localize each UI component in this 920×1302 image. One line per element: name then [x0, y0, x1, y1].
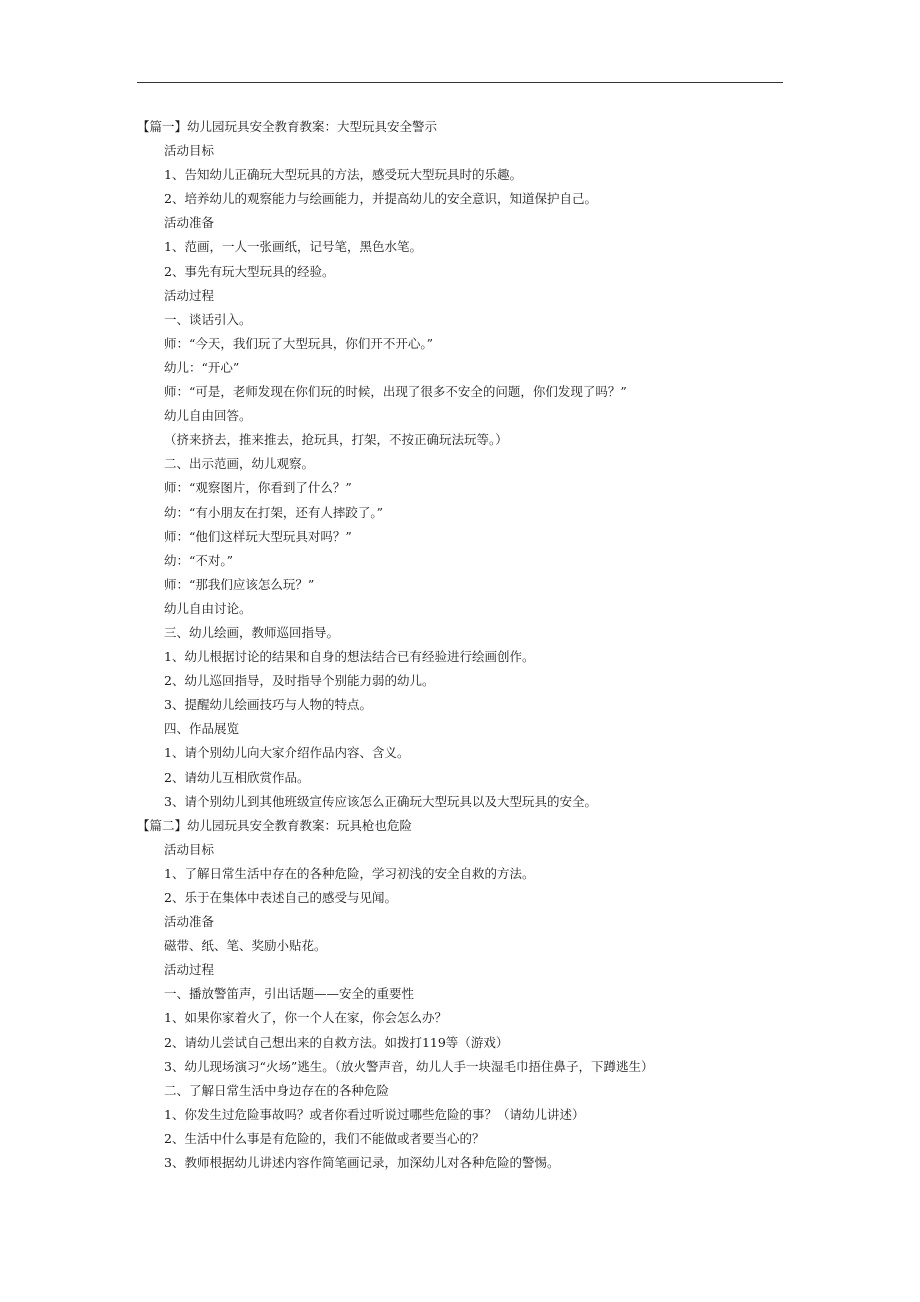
section-2-line: 3、幼儿现场演习“火场”逃生。（放火警声音，幼儿人手一块湿毛巾捂住鼻子，下蹲逃生） [164, 1058, 654, 1074]
section-2-line: 2、乐于在集体中表述自己的感受与见闻。 [164, 890, 397, 905]
document-body [137, 115, 797, 1175]
section-1-line: 1、告知幼儿正确玩大型玩具的方法，感受玩大型玩具时的乐趣。 [164, 167, 522, 183]
section-1-line: 2、培养幼儿的观察能力与绘画能力，并提高幼儿的安全意识，知道保护自己。 [164, 191, 597, 207]
section-1-heading: 【篇一】幼儿园玩具安全教育教案：大型玩具安全警示 [137, 119, 438, 134]
section-2-line: 活动准备 [164, 914, 215, 930]
section-1-line: 三、幼儿绘画，教师巡回指导。 [164, 624, 340, 640]
section-1-line: 1、幼儿根据讨论的结果和自身的想法结合已有经验进行绘画创作。 [164, 649, 535, 665]
section-2-line: 2、请幼儿尝试自己想出来的自救方法。如拨打119等（游戏） [164, 1034, 509, 1050]
section-1-line: 二、出示范画，幼儿观察。 [164, 456, 315, 472]
section-2-heading: 【篇二】幼儿园玩具安全教育教案：玩具枪也危险 [137, 817, 413, 833]
section-1-line: 一、谈话引入。 [164, 311, 252, 327]
section-1 [137, 115, 797, 814]
section-2 [137, 814, 797, 1175]
section-1-line: 2、幼儿巡回指导，及时指导个别能力弱的幼儿。 [164, 673, 435, 689]
section-1-line: 师：“今天，我们玩了大型玩具，你们开不开心。” [164, 335, 434, 351]
section-2-line: 3、教师根据幼儿讲述内容作简笔画记录，加深幼儿对各种危险的警惕。 [164, 1155, 560, 1171]
section-1-line: 幼儿：“开心” [164, 359, 240, 375]
section-2-line: 1、了解日常生活中存在的各种危险，学习初浅的安全自救的方法。 [164, 865, 535, 881]
section-2-line: 磁带、纸、笔、奖励小贴花。 [164, 938, 327, 954]
section-1-line: 师：“那我们应该怎么玩？” [164, 576, 315, 592]
header-rule [137, 82, 783, 83]
section-1-line: 幼：“不对。” [164, 552, 234, 568]
section-1-line: 师：“他们这样玩大型玩具对吗？” [164, 528, 352, 544]
section-1-line: （挤来挤去，推来推去，抢玩具，打架，不按正确玩法玩等。） [164, 432, 508, 448]
section-2-line: 活动过程 [164, 962, 215, 978]
section-2-line: 二、了解日常生活中身边存在的各种危险 [164, 1082, 390, 1098]
section-2-line: 1、如果你家着火了，你一个人在家，你会怎么办？ [164, 1010, 447, 1026]
section-2-line: 2、生活中什么事是有危险的，我们不能做或者要当心的？ [164, 1130, 485, 1146]
section-2-line: 活动目标 [164, 841, 215, 857]
section-1-line: 幼儿自由讨论。 [164, 600, 252, 616]
section-1-line: 1、范画，一人一张画纸，记号笔，黑色水笔。 [164, 239, 422, 255]
section-1-line: 幼儿自由回答。 [164, 408, 252, 424]
section-1-line: 活动准备 [164, 215, 215, 231]
section-1-line: 3、提醒幼儿绘画技巧与人物的特点。 [164, 697, 372, 713]
section-1-line: 1、请个别幼儿向大家介绍作品内容、含义。 [164, 745, 410, 761]
section-1-line: 活动过程 [164, 287, 215, 303]
section-2-line: 1、你发生过危险事故吗？或者你看过听说过哪些危险的事？（请幼儿讲述） [164, 1106, 585, 1122]
section-1-line: 师：“观察图片，你看到了什么？” [164, 480, 352, 496]
section-1-line: 师：“可是，老师发现在你们玩的时候，出现了很多不安全的问题，你们发现了吗？” [164, 384, 627, 400]
section-1-line: 幼：“有小朋友在打架，还有人摔跤了。” [164, 504, 384, 520]
section-1-line: 3、请个别幼儿到其他班级宣传应该怎么正确玩大型玩具以及大型玩具的安全。 [164, 793, 597, 809]
section-1-line: 四、作品展览 [164, 721, 240, 737]
section-1-line: 2、事先有玩大型玩具的经验。 [164, 263, 335, 279]
section-1-line: 2、请幼儿互相欣赏作品。 [164, 769, 310, 785]
section-1-line: 活动目标 [164, 143, 215, 159]
section-2-line: 一、播放警笛声，引出话题——安全的重要性 [164, 986, 415, 1002]
